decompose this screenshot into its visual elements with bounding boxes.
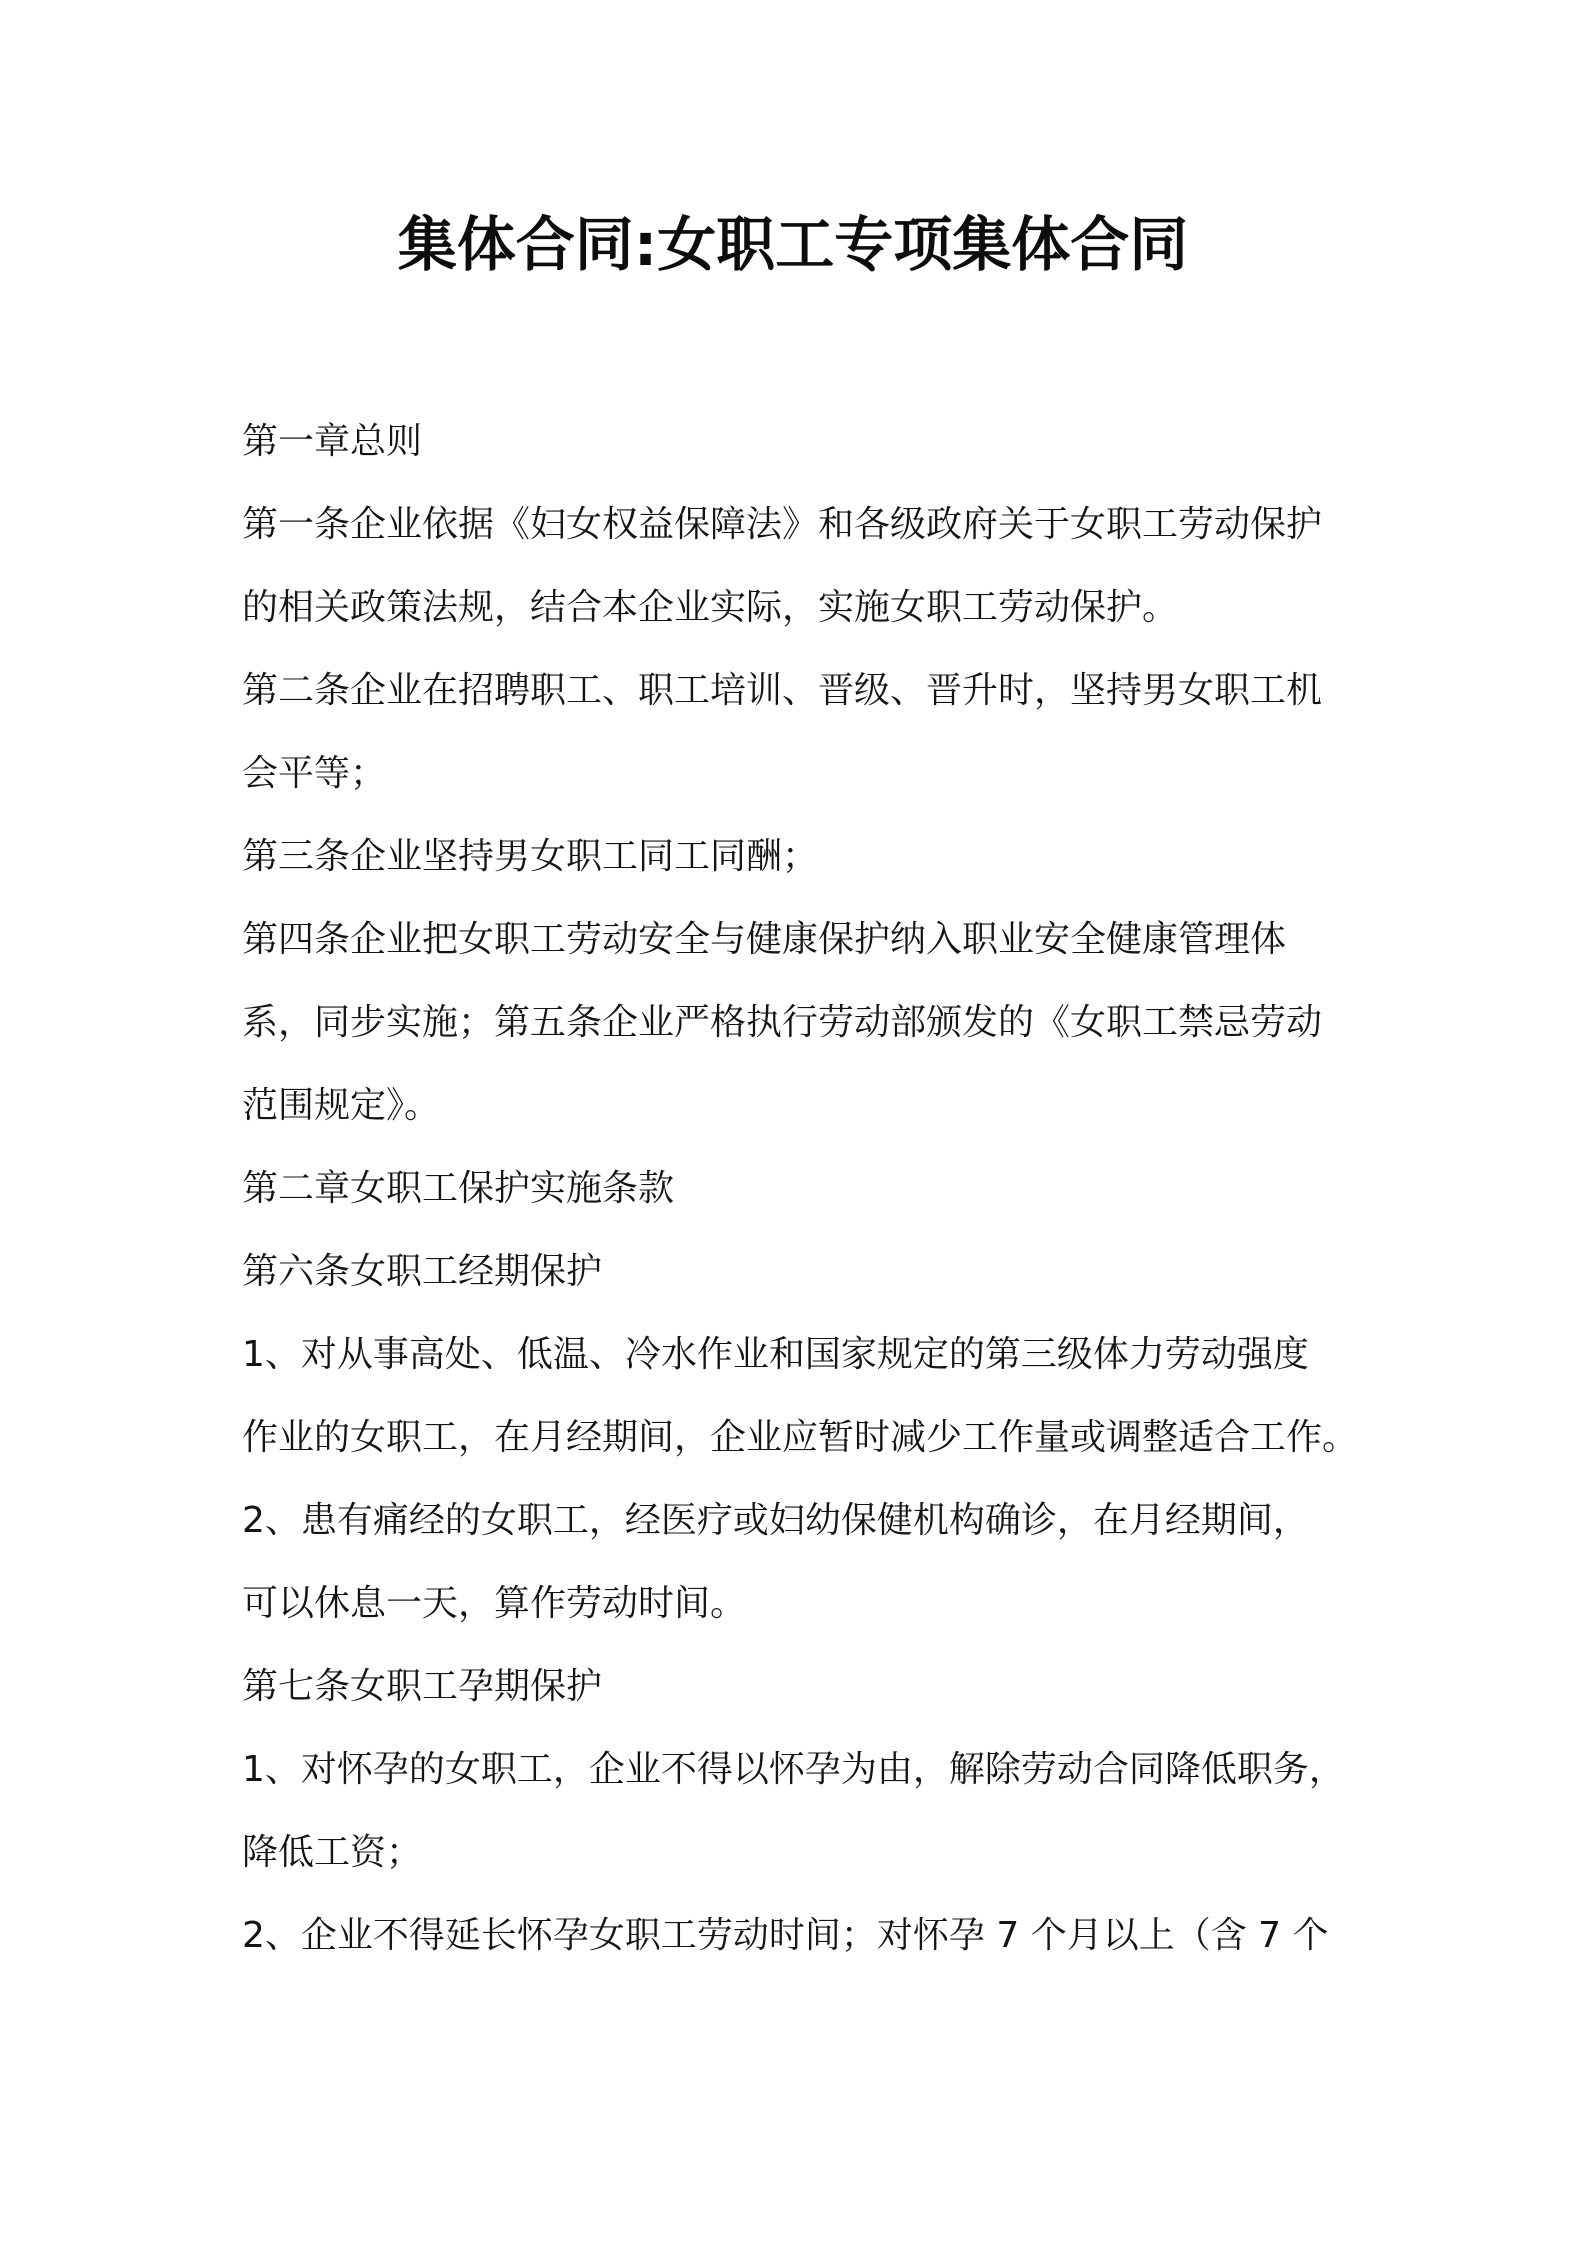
paragraph-line: 第二条企业在招聘职工、职工培训、晋级、晋升时，坚持男女职工机 xyxy=(242,670,1323,711)
paragraph-line: 第三条企业坚持男女职工同工同酬； xyxy=(242,836,819,877)
document-body xyxy=(242,400,1367,1977)
paragraph-line: 作业的女职工，在月经期间，企业应暂时减少工作量或调整适合工作。 xyxy=(242,1417,1359,1458)
paragraph-line: 2、企业不得延长怀孕女职工劳动时间；对怀孕 7 个月以上（含 7 个 xyxy=(242,1915,1329,1956)
paragraph-line: 1、对怀孕的女职工，企业不得以怀孕为由，解除劳动合同降低职务， xyxy=(242,1749,1345,1790)
document-title: 集体合同:女职工专项集体合同 xyxy=(397,210,1189,279)
article-heading: 第七条女职工孕期保护 xyxy=(242,1666,603,1707)
paragraph-line: 可以休息一天，算作劳动时间。 xyxy=(242,1583,747,1624)
paragraph-line: 范围规定》。 xyxy=(242,1085,441,1126)
chapter-heading: 第一章总则 xyxy=(242,421,423,462)
article-heading: 第六条女职工经期保护 xyxy=(242,1251,603,1292)
paragraph-line: 系，同步实施；第五条企业严格执行劳动部颁发的《女职工禁忌劳动 xyxy=(242,1002,1323,1043)
paragraph-line: 降低工资； xyxy=(242,1832,423,1873)
chapter-heading: 第二章女职工保护实施条款 xyxy=(242,1168,675,1209)
paragraph-line: 2、患有痛经的女职工，经医疗或妇幼保健机构确诊，在月经期间， xyxy=(242,1500,1309,1541)
paragraph-line: 第四条企业把女职工劳动安全与健康保护纳入职业安全健康管理体 xyxy=(242,919,1287,960)
paragraph-line: 的相关政策法规，结合本企业实际，实施女职工劳动保护。 xyxy=(242,587,1179,628)
paragraph-line: 1、对从事高处、低温、冷水作业和国家规定的第三级体力劳动强度 xyxy=(242,1334,1309,1375)
paragraph-line: 第一条企业依据《妇女权益保障法》和各级政府关于女职工劳动保护 xyxy=(242,504,1323,545)
paragraph-line: 会平等； xyxy=(242,753,387,794)
